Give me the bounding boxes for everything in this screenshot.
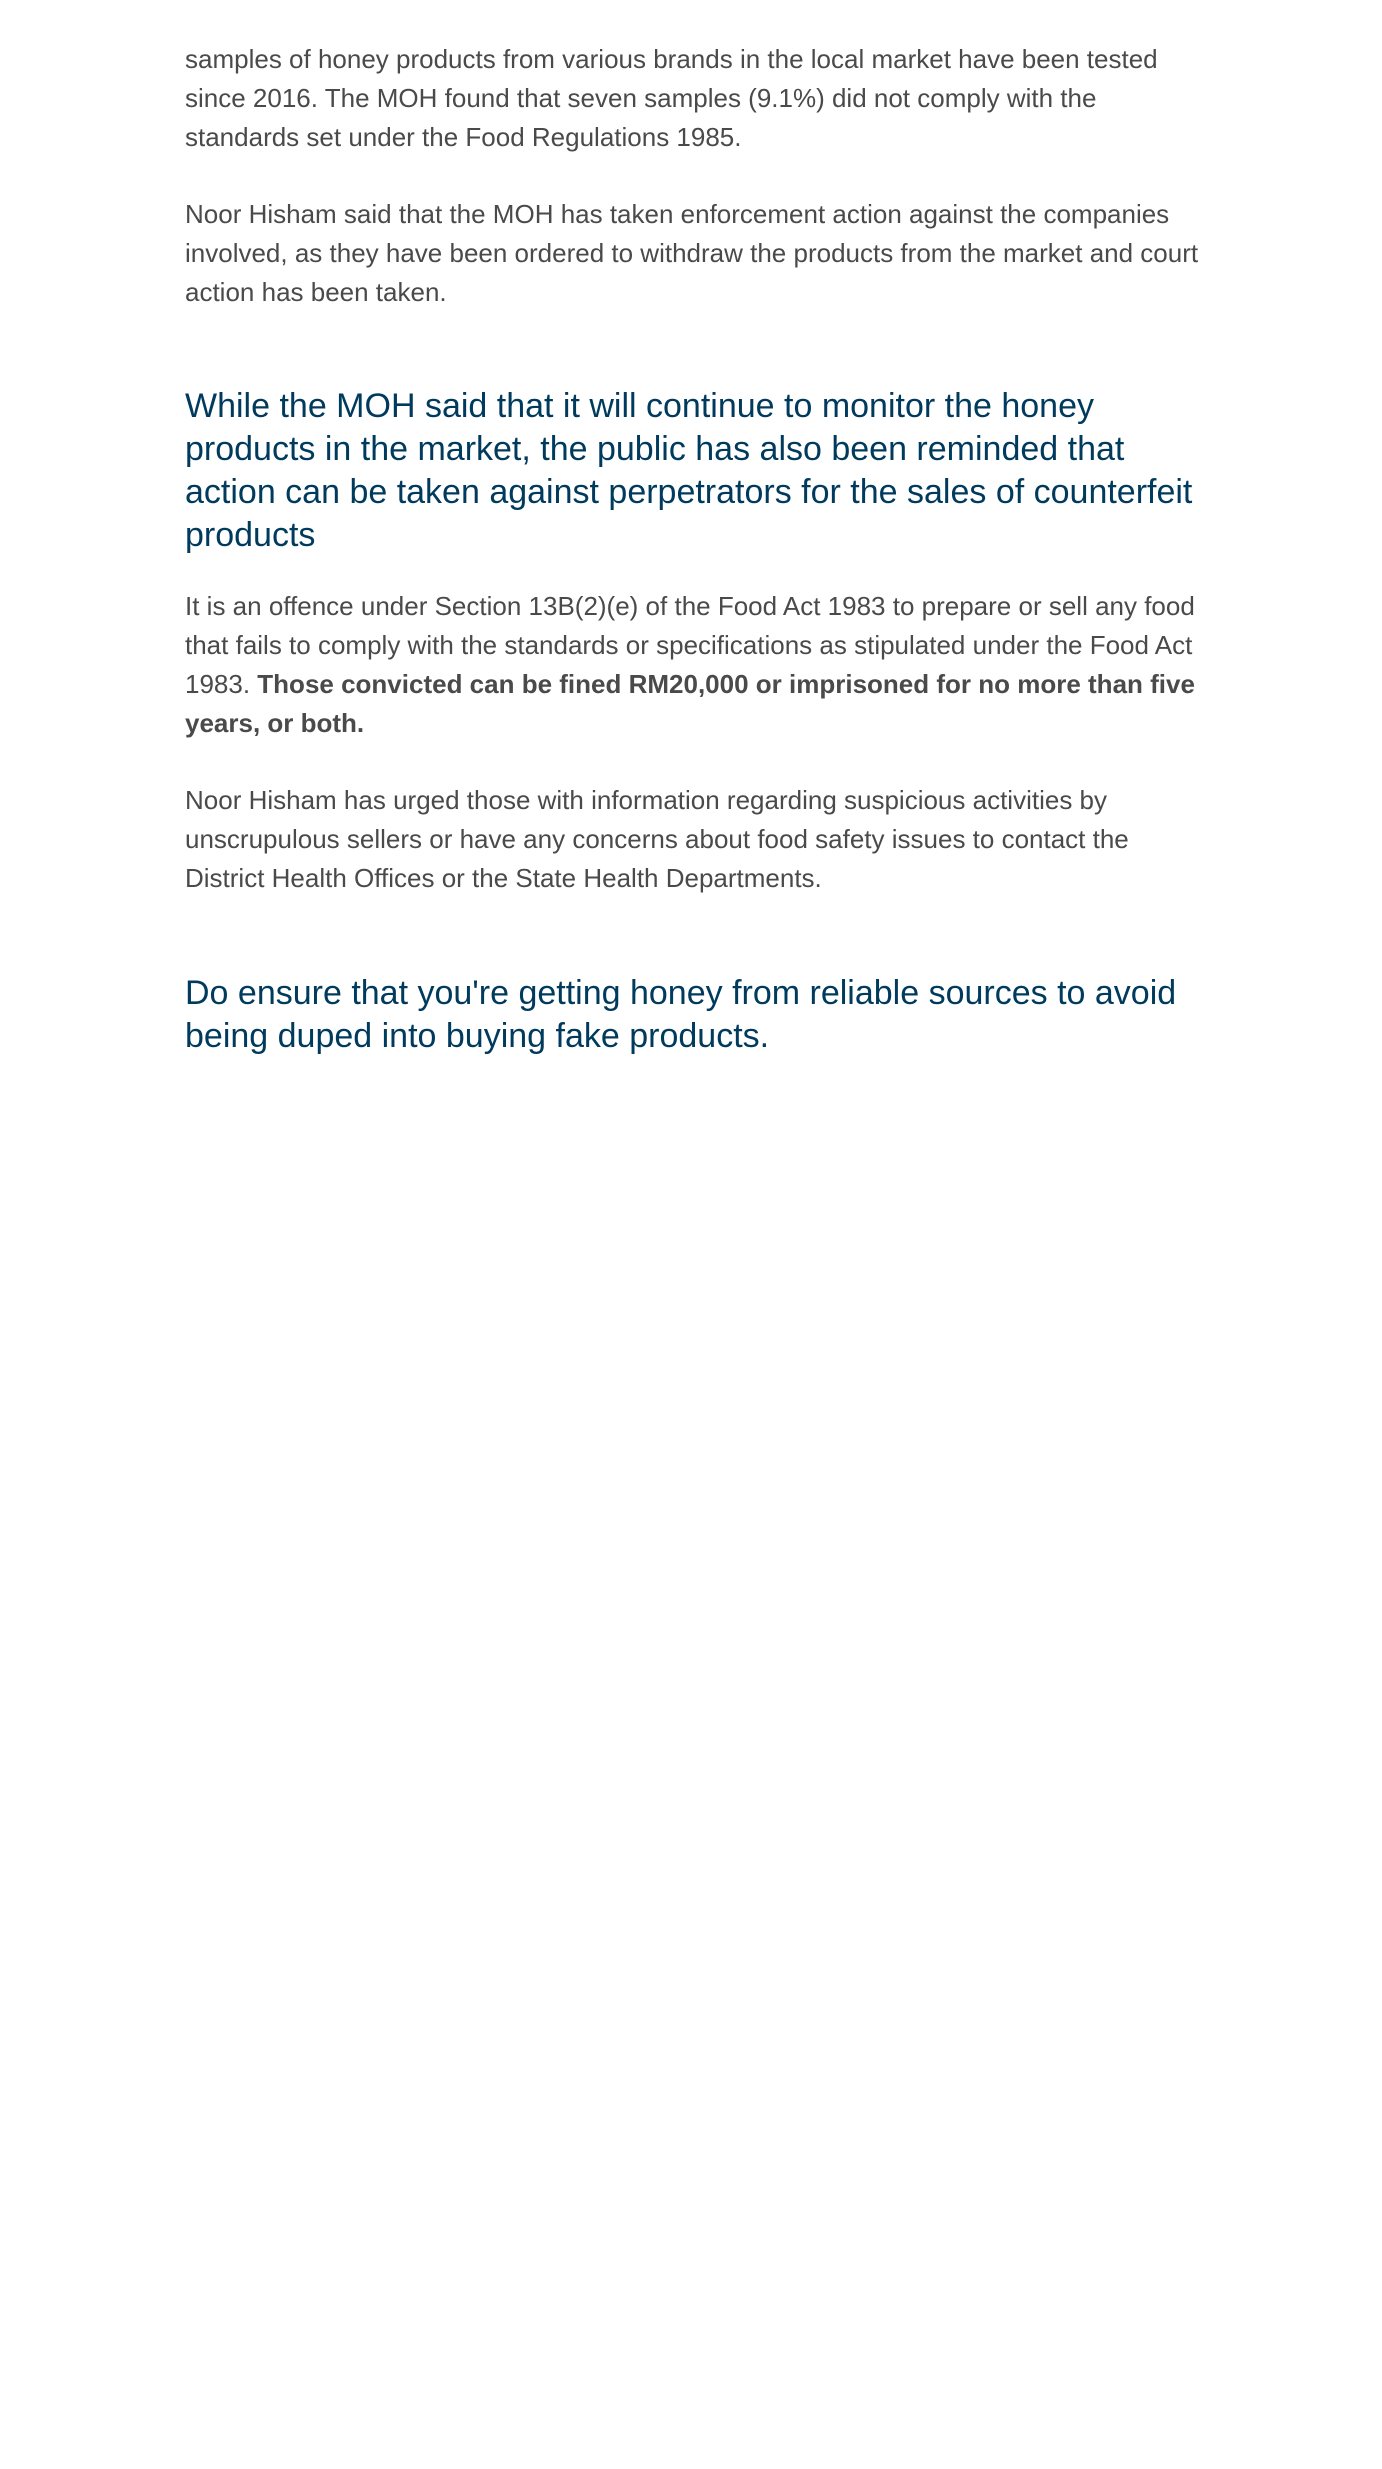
food-act-text: It is an offence under Section 13B(2)(e) of the Food Act 1983 to prepare or sell any food that fails to comply with the standards or specifications as stipulated under the Food Act 1983. [185,591,1195,699]
paragraph-contact-authorities: Noor Hisham has urged those with information regarding suspicious activities by unscrupulous sellers or have any concerns about food safety issues to contact the District Health Offices or the State Health Departments. [185,785,1129,893]
paragraph-honey-samples: samples of honey products from various brands in the local market have been tested since 2016. The MOH found that seven samples (9.1%) did not comply with the standards set under the Food Regulations 1985. [185,44,1158,152]
paragraph-food-act-offence [185,587,1205,743]
article-body [185,40,1205,1088]
pull-quote-monitoring: While the MOH said that it will continue to monitor the honey products in the market, the public has also been reminded that action can be taken against perpetrators for the sales of counterfeit products [185,387,1193,554]
pull-quote-reliable-sources: Do ensure that you're getting honey from reliable sources to avoid being duped into buying fake products. [185,974,1177,1055]
penalty-text: Those convicted can be fined RM20,000 or imprisoned for no more than five years, or both. [185,669,1195,738]
paragraph-enforcement-action: Noor Hisham said that the MOH has taken enforcement action against the companies involved, as they have been ordered to withdraw the products from the market and court action has been taken. [185,199,1199,307]
